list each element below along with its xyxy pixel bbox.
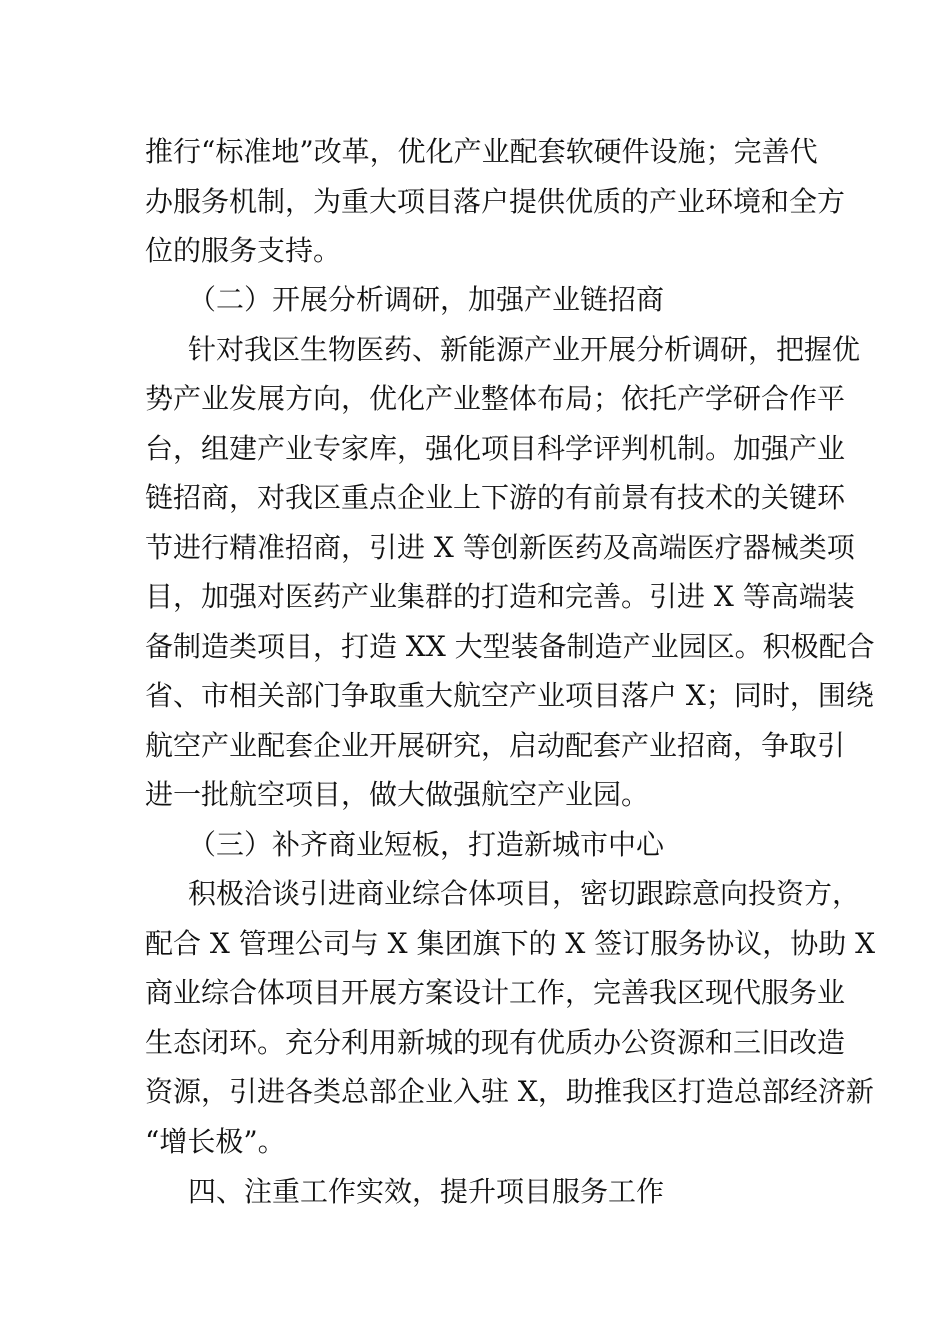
paragraph-line: 备制造类项目，打造 XX 大型装备制造产业园区。积极配合 xyxy=(145,630,875,663)
paragraph-line: 资源，引进各类总部企业入驻 X，助推我区打造总部经济新 xyxy=(145,1075,874,1108)
paragraph-line: 进一批航空项目，做大做强航空产业园。 xyxy=(145,778,650,811)
paragraph-line: 目，加强对医药产业集群的打造和完善。引进 X 等高端装 xyxy=(145,580,855,613)
paragraph-line: 链招商，对我区重点企业上下游的有前景有技术的关键环 xyxy=(145,481,846,514)
section-heading-4: 四、注重工作实效，提升项目服务工作 xyxy=(188,1175,665,1208)
paragraph-line: 台，组建产业专家库，强化项目科学评判机制。加强产业 xyxy=(145,432,846,465)
paragraph-line: “增长极”。 xyxy=(145,1125,286,1158)
paragraph-line: 航空产业配套企业开展研究，启动配套产业招商，争取引 xyxy=(145,729,846,762)
paragraph-line: 省、市相关部门争取重大航空产业项目落户 X；同时，围绕 xyxy=(145,679,874,712)
paragraph-line: 办服务机制，为重大项目落户提供优质的产业环境和全方 xyxy=(145,185,846,218)
paragraph-line: 位的服务支持。 xyxy=(145,234,342,267)
section-heading-3: （三）补齐商业短板，打造新城市中心 xyxy=(188,828,665,861)
paragraph-line: 针对我区生物医药、新能源产业开展分析调研，把握优 xyxy=(188,333,861,366)
paragraph-line: 节进行精准招商，引进 X 等创新医药及高端医疗器械类项 xyxy=(145,531,855,564)
paragraph-line: 生态闭环。充分利用新城的现有优质办公资源和三旧改造 xyxy=(145,1026,846,1059)
section-heading-2: （二）开展分析调研，加强产业链招商 xyxy=(188,283,665,316)
paragraph-line: 配合 X 管理公司与 X 集团旗下的 X 签订服务协议，协助 X xyxy=(145,927,876,960)
paragraph-line: 商业综合体项目开展方案设计工作，完善我区现代服务业 xyxy=(145,976,846,1009)
paragraph-line: 推行“标准地”改革，优化产业配套软硬件设施；完善代 xyxy=(145,135,818,168)
paragraph-line: 势产业发展方向，优化产业整体布局；依托产学研合作平 xyxy=(145,382,846,415)
paragraph-line: 积极洽谈引进商业综合体项目，密切跟踪意向投资方， xyxy=(188,877,861,910)
